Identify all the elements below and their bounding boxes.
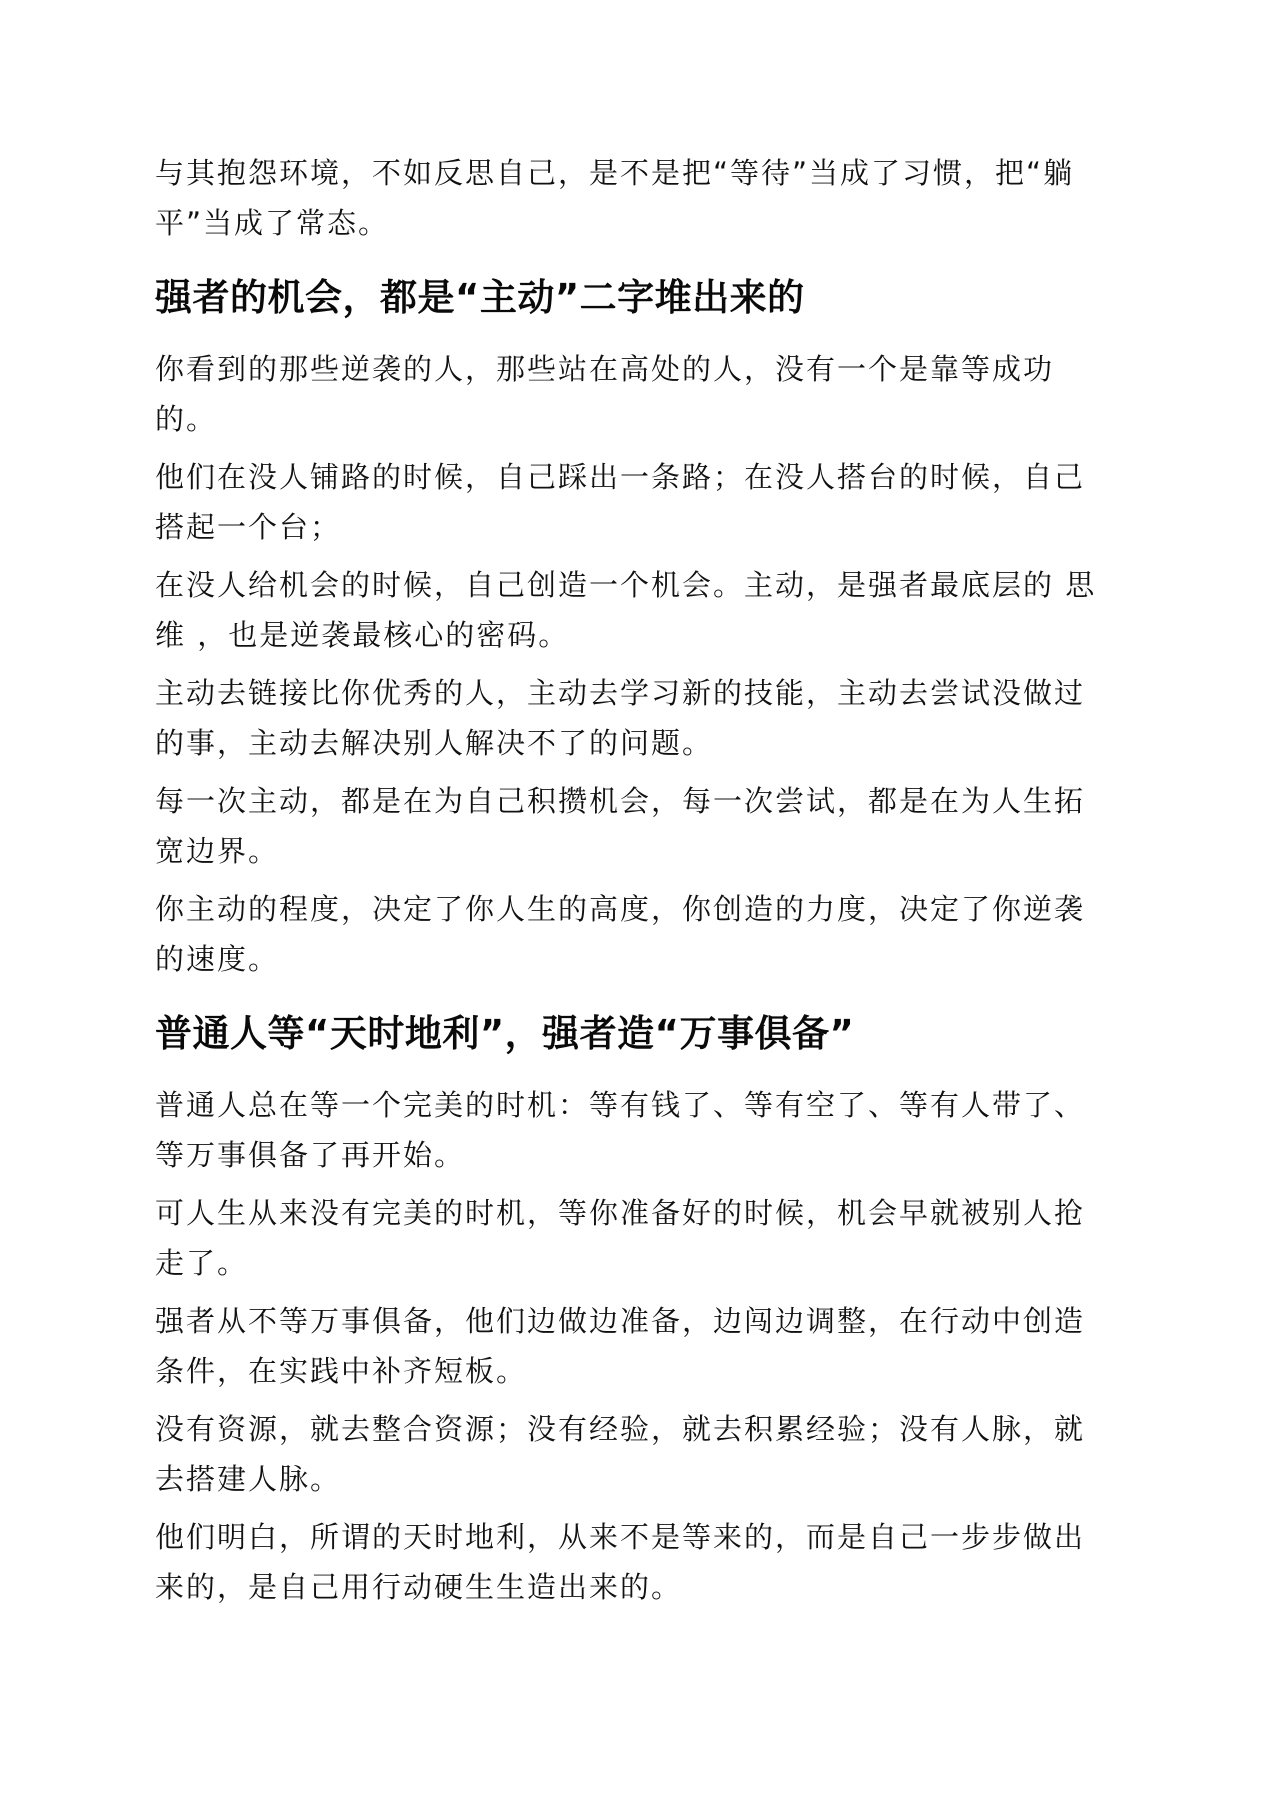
paragraph: 与其抱怨环境，不如反思自己，是不是把“等待”当成了习惯，把“躺平”当成了常态。 — [155, 156, 1075, 240]
paragraph: 你主动的程度，决定了你人生的高度，你创造的力度，决定了你逆袭的速度。 — [155, 892, 1086, 976]
paragraph: 他们明白，所谓的天时地利，从来不是等来的，而是自己一步步做出来的，是自己用行动硬生生造出来的。 — [155, 1520, 1086, 1604]
paragraph: 可人生从来没有完美的时机，等你准备好的时候，机会早就被别人抢走了。 — [155, 1196, 1086, 1280]
paragraph: 没有资源，就去整合资源；没有经验，就去积累经验；没有人脉，就去搭建人脉。 — [155, 1412, 1086, 1496]
section-heading: 强者的机会，都是“主动”二字堆出来的 — [155, 276, 805, 319]
paragraph: 他们在没人铺路的时候，自己踩出一条路；在没人搭台的时候，自己搭起一个台； — [155, 460, 1086, 544]
document-body — [155, 148, 1115, 1620]
paragraph: 你看到的那些逆袭的人，那些站在高处的人，没有一个是靠等成功的。 — [155, 352, 1055, 436]
paragraph: 每一次主动，都是在为自己积攒机会，每一次尝试，都是在为人生拓宽边界。 — [155, 784, 1086, 868]
paragraph: 主动去链接比你优秀的人，主动去学习新的技能，主动去尝试没做过的事，主动去解决别人解决不了的问题。 — [155, 676, 1086, 760]
paragraph: 在没人给机会的时候，自己创造一个机会。主动，是强者最底层的 思 维 ，也是逆袭最核心的密码。 — [155, 568, 1097, 652]
section-heading: 普通人等“天时地利”，强者造“万事俱备” — [155, 1012, 855, 1055]
paragraph: 强者从不等万事俱备，他们边做边准备，边闯边调整，在行动中创造条件，在实践中补齐短板。 — [155, 1304, 1086, 1388]
paragraph: 普通人总在等一个完美的时机：等有钱了、等有空了、等有人带了、等万事俱备了再开始。 — [155, 1088, 1086, 1172]
